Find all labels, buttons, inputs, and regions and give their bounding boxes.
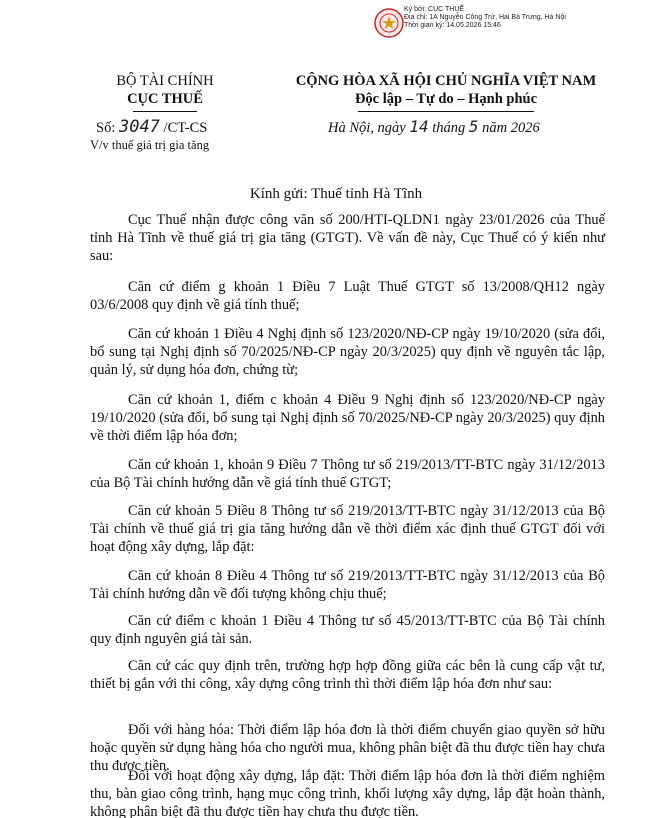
body-paragraph: Căn cứ điểm c khoản 1 Điều 4 Thông tư số 45/2013/TT-BTC của Bộ Tài chính quy định nguyên giá tài sản.: [90, 613, 605, 647]
date-place: Hà Nội, ngày: [328, 120, 406, 136]
nation-title: [272, 72, 620, 108]
doc-number-prefix: Số:: [96, 120, 116, 136]
recipient-line: Kính gửi: Thuế tỉnh Hà Tĩnh: [249, 186, 423, 202]
nation-name: CỘNG HÒA XÃ HỘI CHỦ NGHĨA VIỆT NAM: [295, 73, 597, 89]
date-line: [328, 118, 540, 137]
issuer-underline: [133, 111, 197, 112]
body-paragraph: Cục Thuế nhận được công văn số 200/HTI-QLDN1 ngày 23/01/2026 của Thuế tỉnh Hà Tĩnh về thuế giá trị gia tăng (GTGT). Về vấn đề này, Cục Thuế có ý kiến như sau:: [90, 212, 605, 264]
body-paragraph: Căn cứ khoản 8 Điều 4 Thông tư số 219/2013/TT-BTC ngày 31/12/2013 của Bộ Tài chính hướng dẫn về đối tượng không chịu thuế;: [90, 568, 605, 602]
department-name: CỤC THUẾ: [127, 91, 203, 107]
body-paragraph: Đối với hoạt động xây dựng, lắp đặt: Thời điểm lập hóa đơn là thời điểm nghiệm thu, bàn giao công trình, hạng mục công trình, khối lượng xây dựng, lắp đặt hoàn thành, không phân biệt đã thu được tiền hay chưa thu được tiền.: [90, 768, 605, 818]
date-year: năm 2026: [482, 120, 540, 136]
doc-number-handwritten: 3047: [118, 117, 160, 137]
body-paragraph: Đối với hàng hóa: Thời điểm lập hóa đơn là thời điểm chuyển giao quyền sở hữu hoặc quyền sử dụng hàng hóa cho người mua, không phân biệt đã thu được tiền hay chưa thu được tiền.: [90, 722, 605, 774]
ministry-name: BỘ TÀI CHÍNH: [116, 73, 214, 89]
date-day-handwritten: 14: [409, 117, 429, 136]
body-paragraph: Căn cứ khoản 1, khoản 9 Điều 7 Thông tư số 219/2013/TT-BTC ngày 31/12/2013 của Bộ Tài chính hướng dẫn về giá tính thuế GTGT;: [90, 457, 605, 491]
body-paragraph: Căn cứ điểm g khoản 1 Điều 7 Luật Thuế GTGT số 13/2008/QH12 ngày 03/6/2008 quy định về giá tính thuế;: [90, 279, 605, 313]
motto: Độc lập – Tự do – Hạnh phúc: [354, 91, 538, 107]
signature-time: Thời gian ký: 14.05.2026 15:46: [404, 22, 501, 29]
signature-signer: Ký bởi: CỤC THUẾ: [404, 6, 465, 13]
document-number: [96, 118, 276, 137]
doc-number-suffix: /CT-CS: [163, 120, 208, 136]
issuer-block: [90, 72, 240, 108]
motto-underline: [358, 111, 534, 112]
national-emblem-seal: [374, 8, 404, 38]
signature-address: Địa chỉ: 1A Nguyễn Công Trứ, Hai Bà Trưng, Hà Nội: [404, 14, 566, 21]
body-paragraph: Căn cứ khoản 1 Điều 4 Nghị định số 123/2020/NĐ-CP ngày 19/10/2020 (sửa đổi, bổ sung tại Nghị định số 70/2025/NĐ-CP ngày 20/3/2025) quy định về nguyên tắc lập, quản lý, sử dụng hóa đơn, chứng từ;: [90, 326, 605, 378]
body-paragraph: Căn cứ khoản 1, điểm c khoản 4 Điều 9 Nghị định số 123/2020/NĐ-CP ngày 19/10/2020 (sửa đổi, bổ sung tại Nghị định số 70/2025/NĐ-CP ngày 20/3/2025) quy định về thời điểm lập hóa đơn;: [90, 392, 605, 444]
digital-signature-info: [404, 6, 566, 30]
document-subject: V/v thuế giá trị gia tăng: [90, 138, 210, 152]
body-paragraph: Căn cứ khoản 5 Điều 8 Thông tư số 219/2013/TT-BTC ngày 31/12/2013 của Bộ Tài chính về thuế giá trị gia tăng hướng dẫn về thời điểm xác định thuế GTGT đối với hoạt động xây dựng, lắp đặt:: [90, 503, 605, 555]
date-month-word: tháng: [432, 120, 466, 136]
body-paragraph: Căn cứ các quy định trên, trường hợp hợp đồng giữa các bên là cung cấp vật tư, thiết bị gắn với thi công, xây dựng công trình thì thời điểm lập hóa đơn như sau:: [90, 658, 605, 692]
date-month-handwritten: 5: [468, 117, 479, 136]
